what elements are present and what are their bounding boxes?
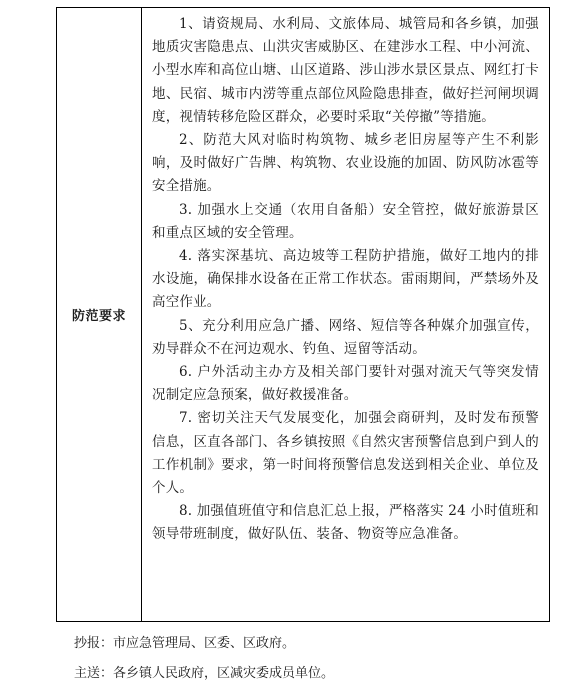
cc-line: 抄报：市应急管理局、区委、区政府。: [74, 636, 296, 651]
measure-item-2: 2、防范大风对临时构筑物、城乡老旧房屋等产生不利影响，及时做好广告牌、构筑物、农业设施的加固、防风防冰雹等安全措施。: [152, 132, 539, 195]
measure-item-1: 1、请资规局、水利局、文旅体局、城管局和各乡镇，加强地质灾害隐患点、山洪灾害威胁区、在建涉水工程、中小河流、小型水库和高位山塘、山区道路、涉山涉水景区景点、网红打卡地、民宿、城市内涝等重点部位风险隐患排查，做好拦河闸坝调度，视情转移危险区群众，必要时采取“关停撤”等措施。: [152, 16, 539, 125]
measure-item-7: 7. 密切关注天气发展变化，加强会商研判，及时发布预警信息，区直各部门、各乡镇按照《自然灾害预警信息到户到人的工作机制》要求，第一时间将预警信息发送到相关企业、单位及个人。: [152, 410, 539, 497]
measure-item-3: 3. 加强水上交通（农用自备船）安全管控，做好旅游景区和重点区域的安全管理。: [152, 201, 539, 241]
measures-label-cell: [57, 8, 142, 621]
measures-table: [56, 7, 550, 622]
measure-item-4: 4. 落实深基坑、高边坡等工程防护措施，做好工地内的排水设施，确保排水设备在正常工作状态。雷雨期间，严禁场外及高空作业。: [152, 248, 539, 311]
measure-item-5: 5、充分利用应急广播、网络、短信等各种媒介加强宣传，劝导群众不在河边观水、钓鱼、逗留等活动。: [152, 317, 539, 357]
measures-content-cell: [142, 8, 549, 621]
recipient-line: 主送：各乡镇人民政府，区减灾委成员单位。: [74, 666, 335, 681]
measure-item-8: 8. 加强值班值守和信息汇总上报，严格落实 24 小时值班和领导带班制度，做好队伍、装备、物资等应急准备。: [152, 503, 539, 543]
measure-item-6: 6. 户外活动主办方及相关部门要针对强对流天气等突发情况制定应急预案，做好救援准备。: [152, 364, 539, 404]
measures-label: 防范要求: [71, 309, 126, 324]
